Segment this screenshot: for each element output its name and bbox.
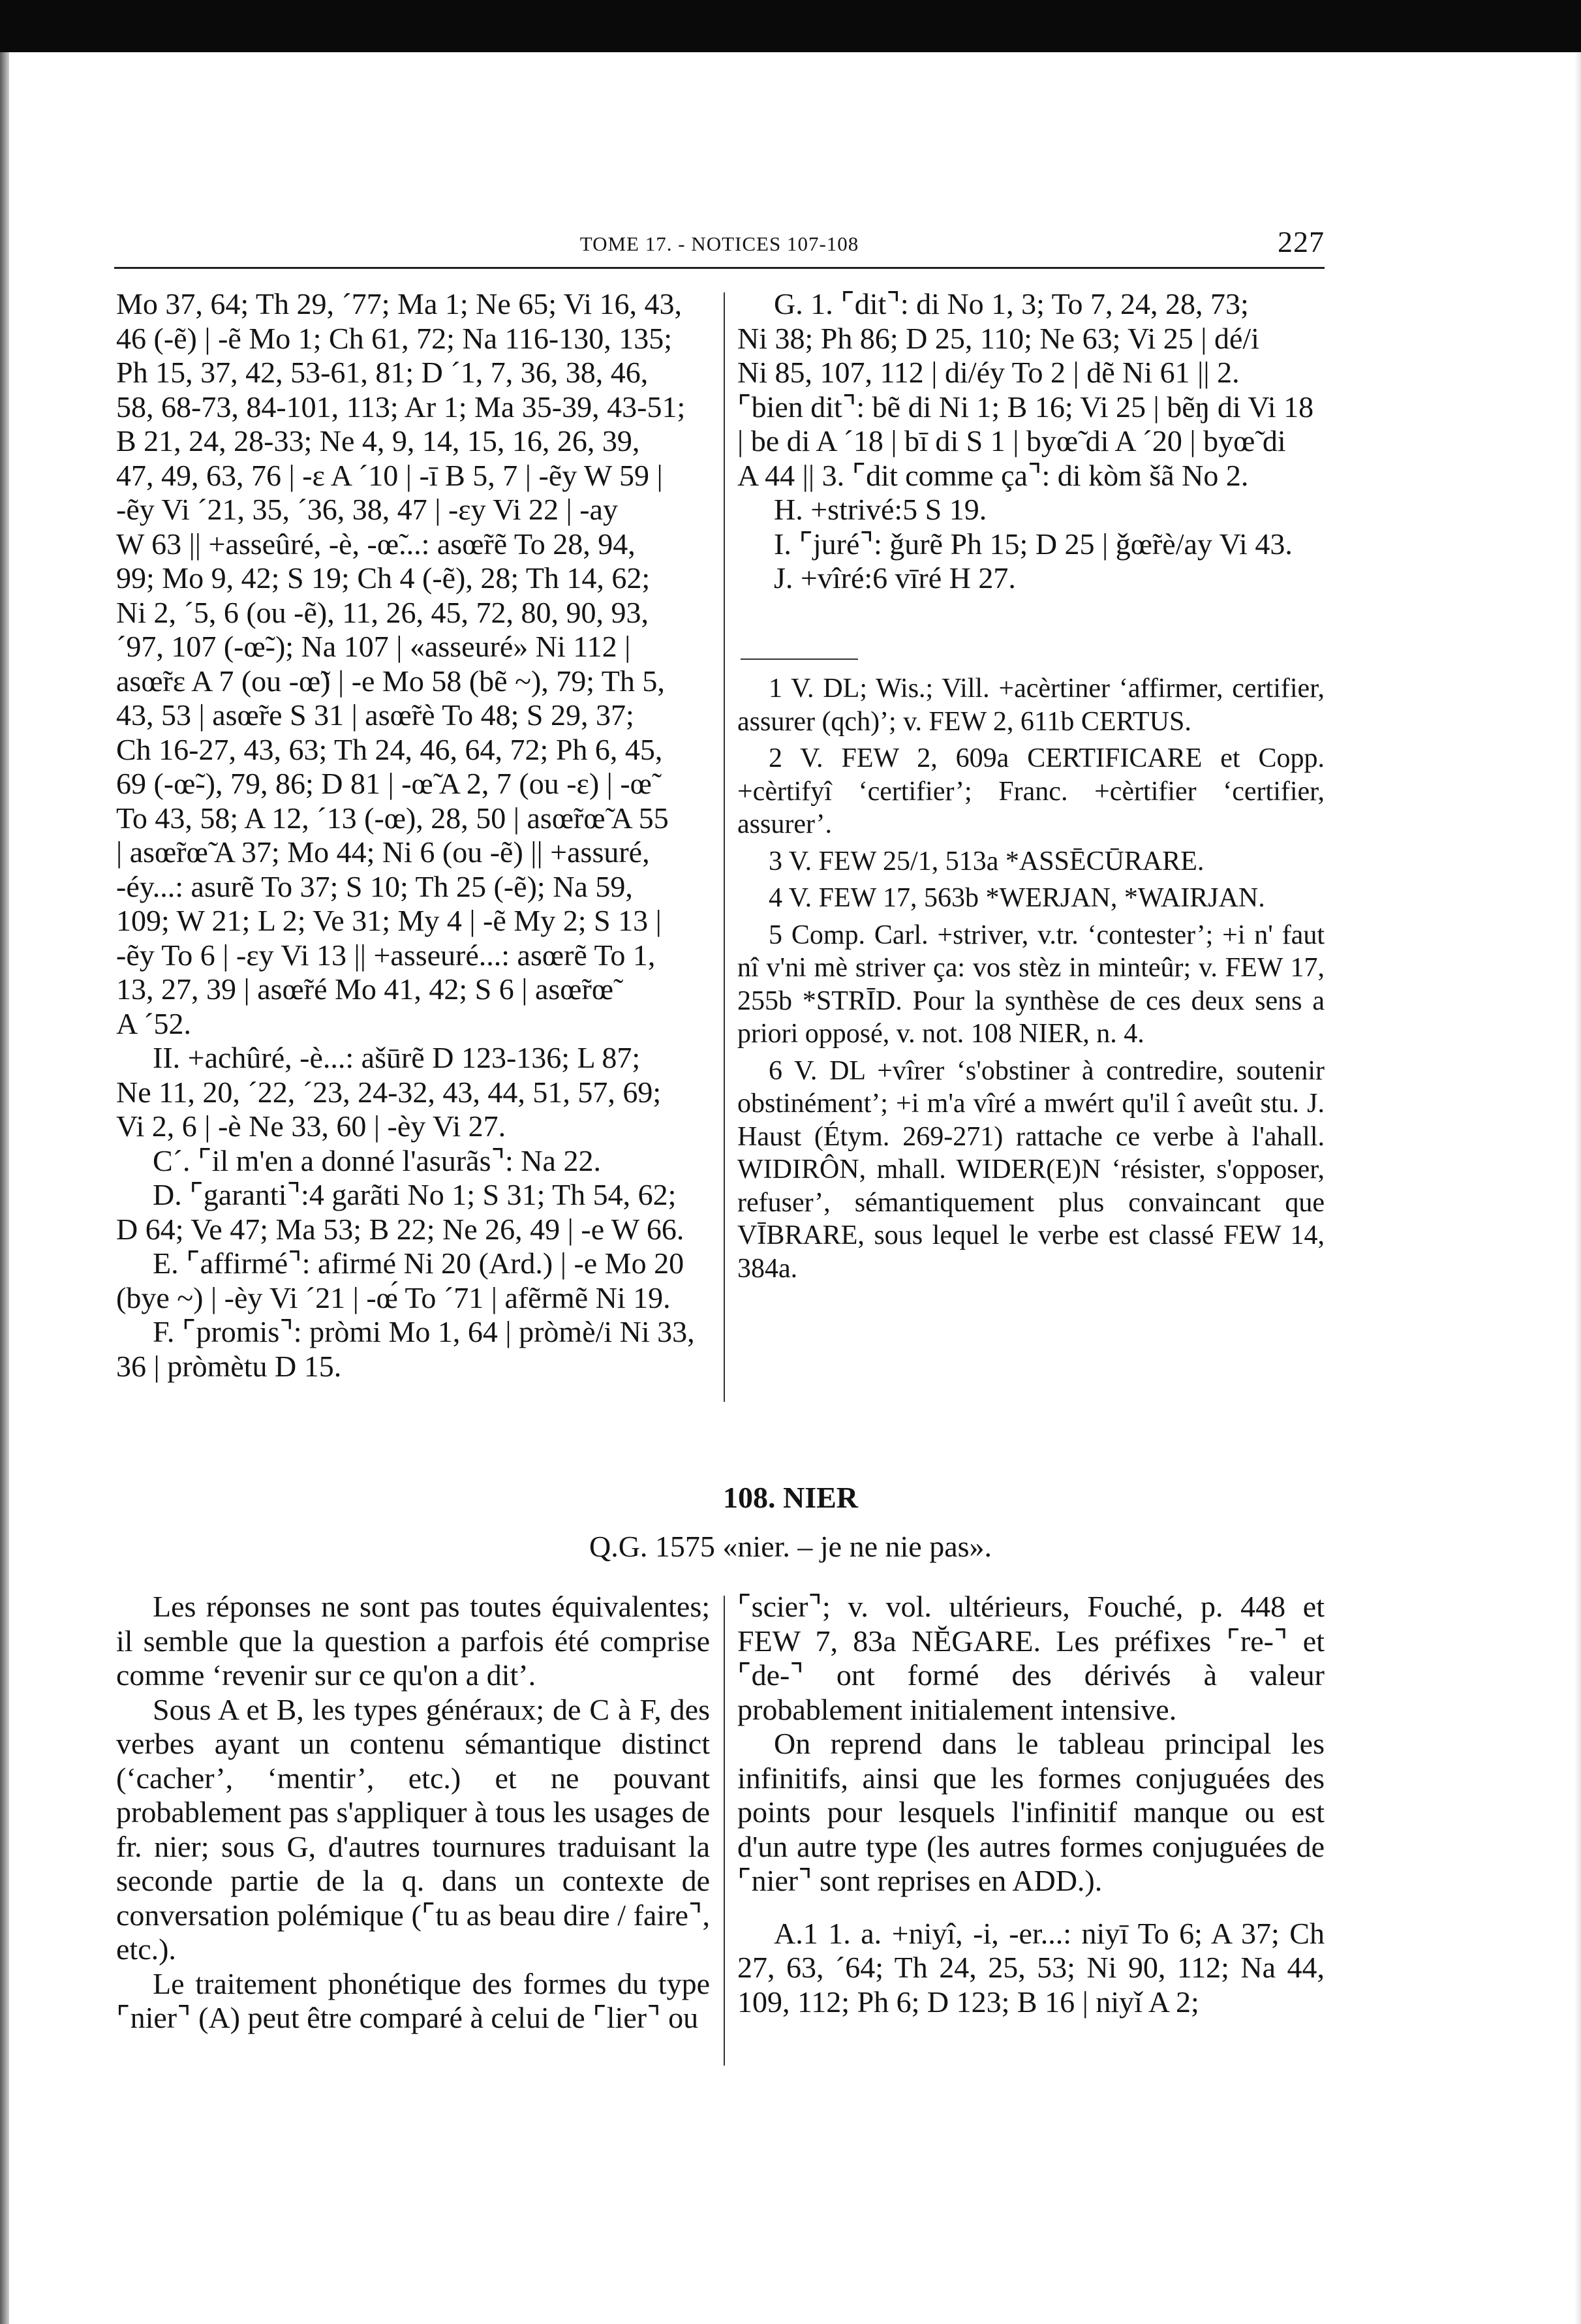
line: 46 (-ẽ) | -ẽ Mo 1; Ch 61, 72; Na 116-130, 135; [116, 321, 672, 355]
footnote: 5 Comp. Carl. +striver, v.tr. ‘contester’; +i n' faut nî v'ni mè striver ça: vos stèz in minteûr; v. FEW 17, 255b *STRĪD. Pour la synthèse de ces deux sens a priori opposé, v. not. 108 NIER, n. 4. [737, 920, 1325, 1049]
footnote-rule [741, 658, 858, 660]
section-heading: 108. NIER [722, 1481, 859, 1514]
line: 58, 68-73, 84-101, 113; Ar 1; Ma 35-39, 43-51; [116, 390, 686, 424]
line: Ne 11, 20, ´22, ´23, 24-32, 43, 44, 51, 57, 69; [116, 1075, 662, 1109]
line: 43, 53 | asœ̃re S 31 | asœ̃rè To 48; S 29, 37; [116, 698, 634, 732]
line: D 64; Ve 47; Ma 53; B 22; Ne 26, 49 | -e W 66. [116, 1212, 684, 1246]
column-divider [724, 1596, 725, 2066]
line: Ni 85, 107, 112 | di/éy To 2 | dẽ Ni 61 || 2. [737, 356, 1240, 389]
running-header [114, 225, 1325, 264]
line: 69 (-œ̃-), 79, 86; D 81 | -œ̃ A 2, 7 (ou -ɛ) | -œ̃ [116, 767, 652, 800]
line: E. ⌜affirmé⌝: afirmé Ni 20 (Ard.) | -e Mo 20 [153, 1247, 684, 1280]
line: 99; Mo 9, 42; S 19; Ch 4 (-ẽ), 28; Th 14, 62; [116, 561, 651, 595]
line: ⌜bien dit⌝: bẽ di Ni 1; B 16; Vi 25 | bẽŋ di Vi 18 [737, 390, 1314, 424]
line: -éy...: asurẽ To 37; S 10; Th 25 (-ẽ); Na 59, [116, 869, 633, 903]
line: Vi 2, 6 | -è Ne 33, 60 | -èy Vi 27. [116, 1109, 506, 1143]
line: C´. ⌜il m'en a donné l'asurãs⌝: Na 22. [153, 1143, 601, 1177]
line: H. +strivé:5 S 19. [774, 493, 987, 526]
questionnaire-reference: Q.G. 1575 «nier. – je ne nie pas». [589, 1530, 992, 1563]
line: To 43, 58; A 12, ´13 (-œ), 28, 50 | asœ̃rœ̃ A 55 [116, 801, 669, 835]
column-divider [724, 292, 725, 1402]
footnote: 3 V. FEW 25/1, 513a *ASSĒCŪRARE. [769, 846, 1205, 876]
line: ´97, 107 (-œ̃-); Na 107 | «asseuré» Ni 112 | [116, 630, 631, 663]
line: -ẽy Vi ´21, 35, ´36, 38, 47 | -ɛy Vi 22 | -ay [116, 493, 618, 526]
line: A 44 || 3. ⌜dit comme ça⌝: di kòm šã No 2. [737, 458, 1249, 492]
line: asœ̃rɛ A 7 (ou -œ̃) | -e Mo 58 (bẽ ~), 79; Th 5, [116, 664, 665, 698]
upper-left-column [116, 287, 710, 1384]
line: A ´52. [116, 1006, 191, 1040]
line: (bye ~) | -èy Vi ´21 | -œ́ To ´71 | afẽrmẽ Ni 19. [116, 1280, 671, 1314]
page-number: 227 [1278, 225, 1325, 258]
line: Ch 16-27, 43, 63; Th 24, 46, 64, 72; Ph 6, 45, [116, 732, 663, 766]
paragraph: Les réponses ne sont pas toutes équivalentes; il semble que la question a parfois été comprise comme ‘revenir sur ce qu'on a dit’. [116, 1590, 710, 1692]
scan-right-edge [1574, 52, 1581, 2324]
line: 13, 27, 39 | asœ̃ré Mo 41, 42; S 6 | asœ̃rœ̃ [116, 972, 614, 1006]
footnote: 1 V. DL; Wis.; Vill. +acèrtiner ‘affirmer, certifier, assurer (qch)’; v. FEW 2, 611b CERTUS. [737, 674, 1325, 737]
line: F. ⌜promis⌝: pròmi Mo 1, 64 | pròmè/i Ni 33, [153, 1315, 695, 1348]
upper-right-column [737, 287, 1325, 596]
line: -ẽy To 6 | -ɛy Vi 13 || +asseuré...: asœrẽ To 1, [116, 938, 656, 972]
line: D. ⌜garanti⌝:4 garãti No 1; S 31; Th 54, 62; [153, 1178, 677, 1211]
line: Mo 37, 64; Th 29, ´77; Ma 1; Ne 65; Vi 16, 43, [116, 287, 682, 320]
footnote: 6 V. DL +vîrer ‘s'obstiner à contredire, soutenir obstinément’; +i m'a vîré a mwért qu'il î aveût stu. J. Haust (Étym. 269-271) rattache ce verbe à l'ahall. WIDIRÔN, mhall. WIDER(E)N ‘résister, s'opposer, refuser’, sémantiquement plus convaincant que VĪBRARE, sous lequel le verbe est classé FEW 14, 384a. [737, 1055, 1325, 1284]
paragraph: ⌜scier⌝; v. vol. ultérieurs, Fouché, p. 448 et FEW 7, 83a NĔGARE. Les préfixes ⌜re-⌝ et ⌜de-⌝ ont formé des dérivés à valeur probablement initialement intensive. [737, 1590, 1325, 1726]
footnotes [737, 672, 1325, 1289]
paragraph: On reprend dans le tableau principal les infinitifs, ainsi que les formes conjuguées des points pour lesquels l'infinitif manque ou est d'un autre type (les autres formes conjuguées de ⌜nier⌝ sont reprises en ADD.). [737, 1727, 1325, 1897]
lower-right-column [737, 1590, 1325, 2019]
line: 36 | pròmètu D 15. [116, 1349, 342, 1383]
line: | asœ̃rœ̃ A 37; Mo 44; Ni 6 (ou -ẽ) || +assuré, [116, 835, 650, 869]
line: | be di A ´18 | bī di S 1 | byœ̃ di A ´20 | byœ̃ di [737, 424, 1286, 457]
scan-left-edge [0, 52, 9, 2324]
paragraph: Sous A et B, les types généraux; de C à F, des verbes ayant un contenu sémantique distinct (‘cacher’, ‘mentir’, etc.) et ne pouvant probablement pas s'appliquer à tous les usages de fr. nier; sous G, d'autres tournures traduisant la seconde partie de la q. dans un contexte de conversation polémique (⌜tu as beau dire / faire⌝, etc.). [116, 1692, 710, 1966]
line: W 63 || +asseûré, -è, -œ̃...: asœ̃rẽ To 28, 94, [116, 527, 636, 561]
scan-top-border [0, 0, 1581, 52]
header-rule [114, 267, 1325, 269]
line: G. 1. ⌜dit⌝: di No 1, 3; To 7, 24, 28, 73; [774, 287, 1249, 320]
lower-left-column [116, 1590, 710, 2036]
paragraph: Le traitement phonétique des formes du type ⌜nier⌝ (A) peut être comparé à celui de ⌜lier⌝ ou [116, 1966, 710, 2034]
footnote: 4 V. FEW 17, 563b *WERJAN, *WAIRJAN. [769, 883, 1265, 913]
line: 109; W 21; L 2; Ve 31; My 4 | -ẽ My 2; S 13 | [116, 904, 662, 937]
paragraph: A.1 1. a. +niyî, -i, -er...: niyī To 6; A 37; Ch 27, 63, ´64; Th 24, 25, 53; Ni 90, 112; Na 44, 109, 112; Ph 6; D 123; B 16 | niyǐ A 2; [737, 1916, 1325, 2019]
line: II. +achûré, -è...: ašūrẽ D 123-136; L 87; [153, 1041, 641, 1074]
line: Ph 15, 37, 42, 53-61, 81; D ´1, 7, 36, 38, 46, [116, 356, 649, 389]
line: Ni 38; Ph 86; D 25, 110; Ne 63; Vi 25 | dé/i [737, 321, 1259, 355]
running-title: TOME 17. - NOTICES 107-108 [579, 232, 859, 255]
line: I. ⌜juré⌝: ǧurẽ Ph 15; D 25 | ǧœ̃rè/ay Vi 43. [774, 527, 1293, 561]
line: J. +vîré:6 vīré H 27. [774, 561, 1016, 595]
line: B 21, 24, 28-33; Ne 4, 9, 14, 15, 16, 26, 39, [116, 424, 640, 457]
footnote: 2 V. FEW 2, 609a CERTIFICARE et Copp. +cèrtifyî ‘certifier’; Franc. +cèrtifier ‘certifier, assurer’. [737, 743, 1325, 839]
line: 47, 49, 63, 76 | -ɛ A ´10 | -ī B 5, 7 | -ẽy W 59 | [116, 458, 663, 492]
line: Ni 2, ´5, 6 (ou -ẽ), 11, 26, 45, 72, 80, 90, 93, [116, 595, 649, 629]
